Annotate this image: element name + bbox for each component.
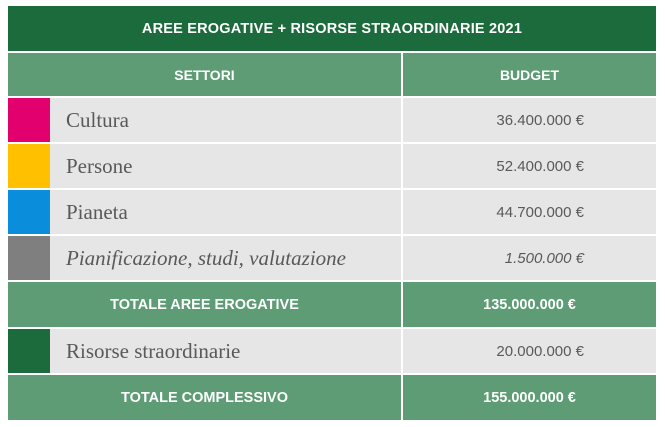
swatch-spacer xyxy=(50,236,66,280)
table-row-risorse-straordinarie xyxy=(8,329,401,373)
swatch-spacer xyxy=(50,190,66,234)
color-swatch-pianeta xyxy=(8,190,50,234)
table-row-pianeta xyxy=(8,190,401,234)
budget-value: 36.400.000 € xyxy=(403,98,656,142)
budget-value: 52.400.000 € xyxy=(403,144,656,188)
swatch-spacer xyxy=(50,329,66,373)
swatch-spacer xyxy=(50,98,66,142)
table-row-persone xyxy=(8,144,401,188)
table-row-pianificazione xyxy=(8,236,401,280)
grand-total-label: TOTALE COMPLESSIVO xyxy=(8,375,401,420)
color-swatch-cultura xyxy=(8,98,50,142)
grand-total-value: 155.000.000 € xyxy=(403,375,656,420)
sector-label: Persone xyxy=(66,153,133,178)
sector-label: Pianeta xyxy=(66,199,128,224)
budget-value: 20.000.000 € xyxy=(403,329,656,373)
color-swatch-pianificazione xyxy=(8,236,50,280)
sector-label: Pianificazione, studi, valutazione xyxy=(66,245,346,270)
sector-label: Cultura xyxy=(66,107,129,132)
budget-value: 44.700.000 € xyxy=(403,190,656,234)
budget-table xyxy=(8,6,658,416)
table-title: AREE EROGATIVE + RISORSE STRAORDINARIE 2021 xyxy=(8,6,656,51)
color-swatch-persone xyxy=(8,144,50,188)
column-header-budget: BUDGET xyxy=(403,53,656,96)
column-header-sectors: SETTORI xyxy=(8,53,401,96)
color-swatch-risorse xyxy=(8,329,50,373)
budget-value: 1.500.000 € xyxy=(403,236,656,280)
table-row-cultura xyxy=(8,98,401,142)
subtotal-label: TOTALE AREE EROGATIVE xyxy=(8,282,401,327)
swatch-spacer xyxy=(50,144,66,188)
subtotal-value: 135.000.000 € xyxy=(403,282,656,327)
sector-label: Risorse straordinarie xyxy=(66,338,241,363)
